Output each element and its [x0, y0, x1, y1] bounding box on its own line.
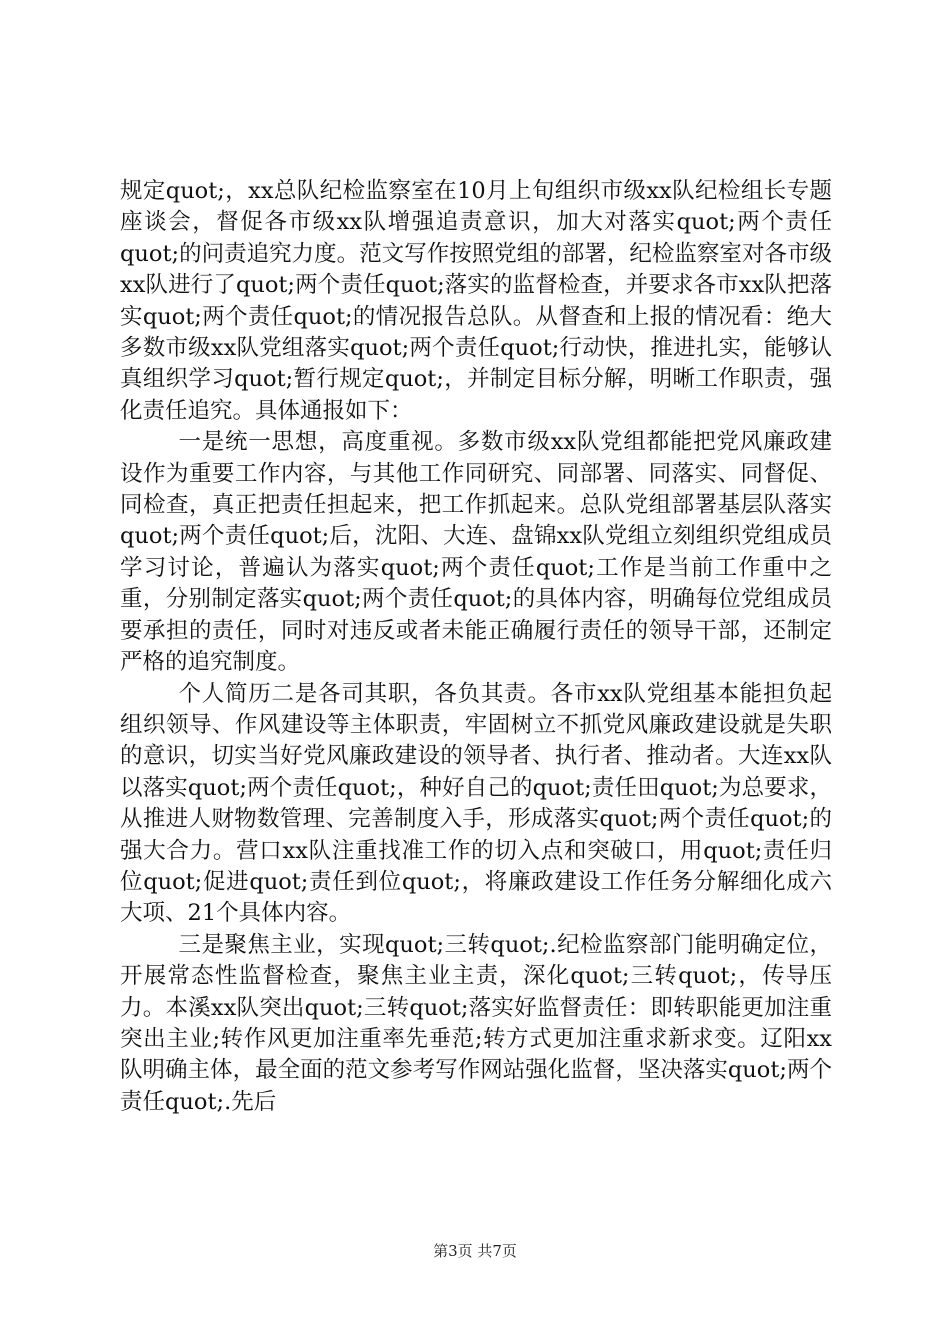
document-body	[120, 176, 832, 1118]
paragraph-intro: 规定quot;，xx总队纪检监察室在10月上旬组织市级xx队纪检组长专题座谈会，督促各市级xx队增强追责意识，加大对落实quot;两个责任quot;的问责追究力度。范文写作按照党组的部署，纪检监察室对各市级xx队进行了quot;两个责任quot;落实的监督检查，并要求各市xx队把落实quot;两个责任quot;的情况报告总队。从督查和上报的情况看：绝大多数市级xx队党组落实quot;两个责任quot;行动快，推进扎实，能够认真组织学习quot;暂行规定quot;，并制定目标分解，明晰工作职责，强化责任追究。具体通报如下：	[120, 178, 832, 424]
paragraph-point-two: 个人简历二是各司其职，各负其责。各市xx队党组基本能担负起组织领导、作风建设等主体职责，牢固树立不抓党风廉政建设就是失职的意识，切实当好党风廉政建设的领导者、执行者、推动者。大连xx队以落实quot;两个责任quot;，种好自己的quot;责任田quot;为总要求，从推进人财物数管理、完善制度入手，形成落实quot;两个责任quot;的强大合力。营口xx队注重找准工作的切入点和突破口，用quot;责任归位quot;促进quot;责任到位quot;，将廉政建设工作任务分解细化成六大项、21个具体内容。	[120, 680, 832, 927]
paragraph-point-one: 一是统一思想，高度重视。多数市级xx队党组都能把党风廉政建设作为重要工作内容，与其他工作同研究、同部署、同落实、同督促、同检查，真正把责任担起来，把工作抓起来。总队党组部署基层队落实quot;两个责任quot;后，沈阳、大连、盘锦xx队党组立刻组织党组成员学习讨论，普遍认为落实quot;两个责任quot;工作是当前工作重中之重，分别制定落实quot;两个责任quot;的具体内容，明确每位党组成员要承担的责任，同时对违反或者未能正确履行责任的领导干部，还制定严格的追究制度。	[120, 429, 832, 676]
page-number-footer: 第3页 共7页	[433, 1242, 517, 1260]
paragraph-point-three: 三是聚焦主业，实现quot;三转quot;.纪检监察部门能明确定位，开展常态性监督检查，聚焦主业主责，深化quot;三转quot;，传导压力。本溪xx队突出quot;三转quot;落实好监督责任：即转职能更加注重突出主业;转作风更加注重率先垂范;转方式更加注重求新求变。辽阳xx队明确主体，最全面的范文参考写作网站强化监督，坚决落实quot;两个责任quot;.先后	[120, 931, 832, 1115]
